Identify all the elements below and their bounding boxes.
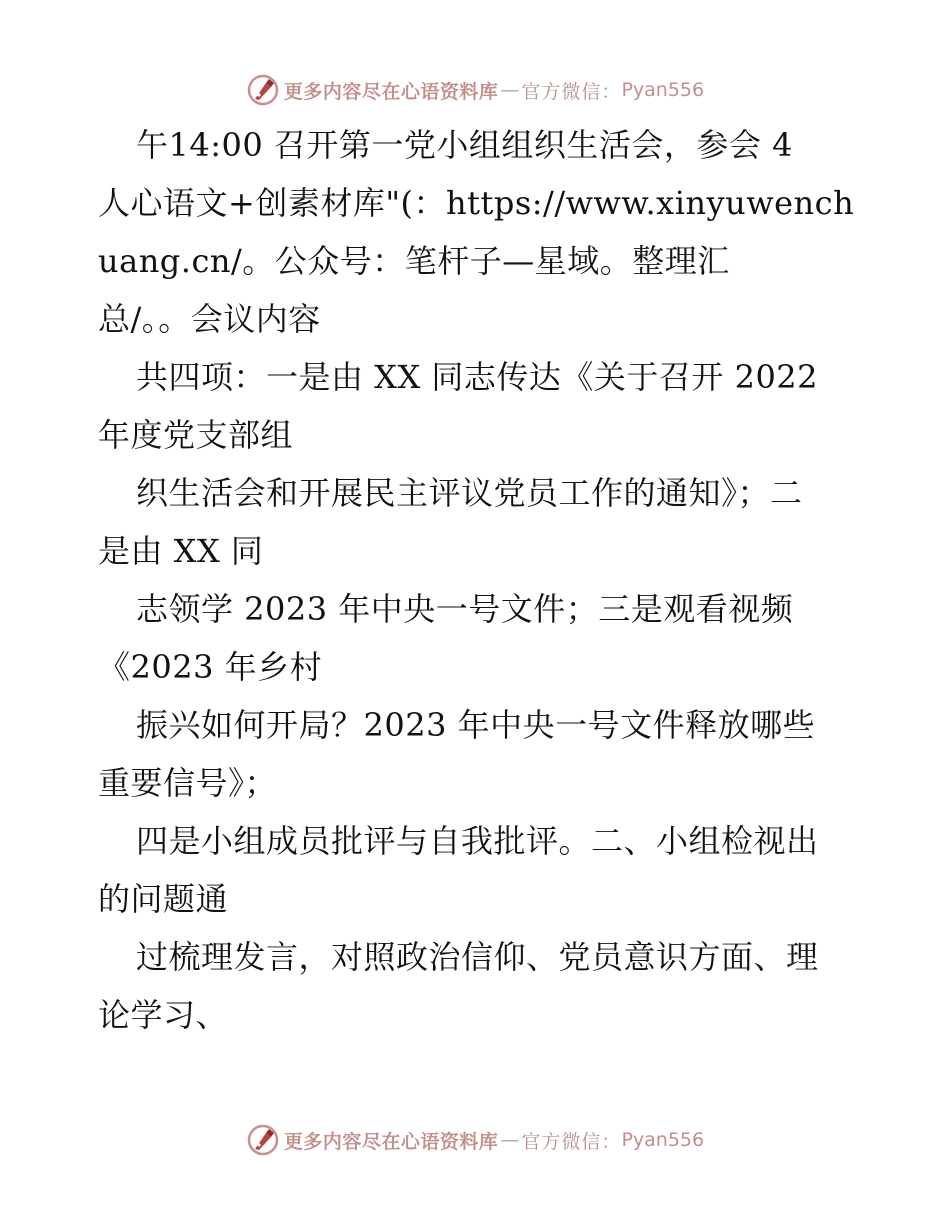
text-line: 的问题通 bbox=[98, 880, 229, 918]
text-line: 志领学 2023 年中央一号文件；三是观看视频 bbox=[136, 590, 794, 628]
text-line: 是由 XX 同 bbox=[98, 532, 264, 570]
text-line: 午14:00 召开第一党小组组织生活会，参会 4 bbox=[136, 126, 793, 164]
document-body bbox=[98, 116, 858, 1044]
text-line: 四是小组成员批评与自我批评。二、小组检视出 bbox=[136, 822, 819, 860]
text-line: 论学习、 bbox=[98, 996, 229, 1034]
watermark-wechat-label: 官方微信： bbox=[521, 80, 622, 103]
watermark-main-text: 更多内容尽在心语资料库 bbox=[283, 80, 499, 103]
footer-watermark bbox=[0, 1120, 950, 1160]
watermark-separator: — bbox=[500, 79, 520, 101]
text-line: 人心语文+创素材库"(：https://www.xinyuwench bbox=[98, 184, 855, 222]
text-line: 《2023 年乡村 bbox=[98, 648, 323, 686]
text-line: 年度党支部组 bbox=[98, 416, 294, 454]
text-line: 共四项：一是由 XX 同志传达《关于召开 2022 bbox=[136, 358, 819, 396]
watermark-separator: — bbox=[500, 1129, 520, 1151]
watermark-wechat-label: 官方微信： bbox=[521, 1130, 622, 1153]
header-watermark bbox=[0, 70, 950, 110]
watermark-wechat-id: Pyan556 bbox=[621, 1129, 705, 1151]
text-line: 织生活会和开展民主评议党员工作的通知》；二 bbox=[136, 474, 803, 512]
text-line: 重要信号》； bbox=[98, 764, 278, 802]
pen-nib-logo-icon bbox=[246, 73, 280, 107]
watermark-main-text: 更多内容尽在心语资料库 bbox=[283, 1130, 499, 1153]
text-line: uang.cn/。公众号：笔杆子—星域。整理汇 bbox=[98, 242, 730, 280]
text-line: 过梳理发言，对照政治信仰、党员意识方面、理 bbox=[136, 938, 819, 976]
pen-nib-logo-icon bbox=[246, 1123, 280, 1157]
watermark-wechat-id: Pyan556 bbox=[621, 79, 705, 101]
text-line: 振兴如何开局？2023 年中央一号文件释放哪些 bbox=[136, 706, 816, 744]
text-line: 总/。。会议内容 bbox=[98, 300, 321, 338]
